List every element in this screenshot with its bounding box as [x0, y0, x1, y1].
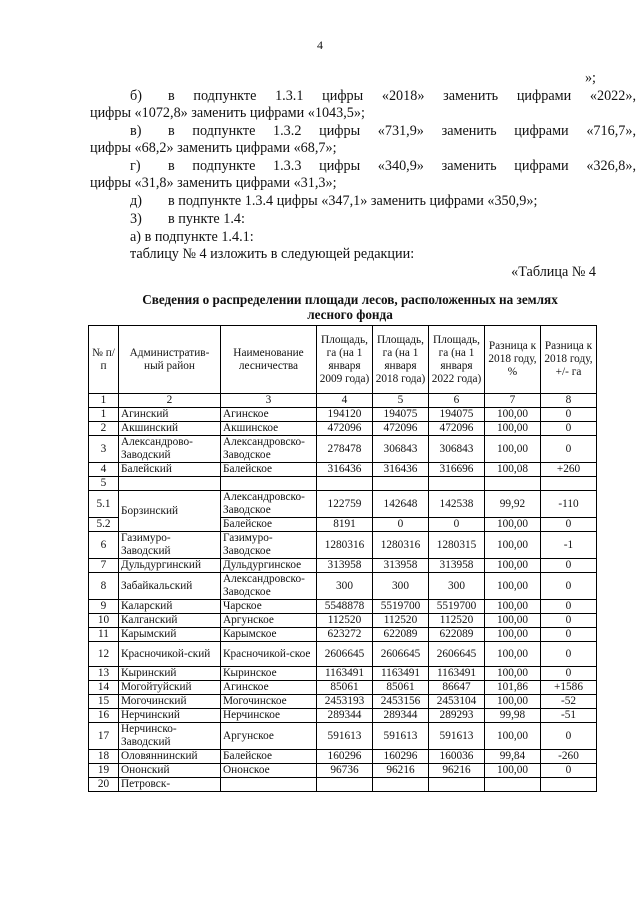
- column-header: Площадь, га (на 1 января 2022 года): [429, 326, 485, 394]
- table-cell: 472096: [429, 422, 485, 436]
- table-row: [89, 600, 597, 614]
- paragraph-table-intro: таблицу № 4 изложить в следующей редакции:: [130, 246, 415, 262]
- table-cell: [485, 778, 541, 792]
- column-header: Наименование лесничества: [221, 326, 317, 394]
- table-cell: 100,00: [485, 642, 541, 667]
- table-cell: 99,92: [485, 491, 541, 518]
- table-cell: 112520: [373, 614, 429, 628]
- table-cell: 5548878: [317, 600, 373, 614]
- table-cell: 10: [89, 614, 119, 628]
- table-cell: Могочинский: [119, 695, 221, 709]
- paragraph-g-line-2: цифры «31,8» заменить цифрами «31,3»;: [90, 175, 337, 191]
- table-cell: 100,00: [485, 518, 541, 532]
- table-cell: 96216: [429, 764, 485, 778]
- table-cell: [429, 477, 485, 491]
- table-row: [89, 422, 597, 436]
- table-row: [89, 681, 597, 695]
- table-cell: [485, 477, 541, 491]
- table-cell: 99,84: [485, 750, 541, 764]
- table-cell: 4: [89, 463, 119, 477]
- table-cell: 85061: [373, 681, 429, 695]
- paragraph-b-line-1: [90, 88, 636, 105]
- table-cell: Александровско-Заводское: [221, 491, 317, 518]
- table-cell: 1163491: [373, 667, 429, 681]
- table-cell: -110: [541, 491, 597, 518]
- table-cell: 1163491: [429, 667, 485, 681]
- table-cell: Каларский: [119, 600, 221, 614]
- table-cell: 16: [89, 709, 119, 723]
- table-row: [89, 750, 597, 764]
- table-title: Сведения о распределении площади лесов, расположенных на землях лесного фонда: [142, 292, 558, 322]
- table-cell: 160296: [317, 750, 373, 764]
- table-cell: 472096: [317, 422, 373, 436]
- item-text: в подпункте 1.3.2 цифры «731,9» заменить цифрами «716,7»,: [168, 123, 636, 139]
- table-row: [89, 642, 597, 667]
- paragraph-a: а) в подпункте 1.4.1:: [130, 229, 254, 245]
- table-cell: 1280316: [317, 532, 373, 559]
- table-cell: 100,00: [485, 532, 541, 559]
- table-cell: Кыринский: [119, 667, 221, 681]
- table-cell: 316436: [317, 463, 373, 477]
- table-cell: 0: [429, 518, 485, 532]
- table-cell: 300: [373, 573, 429, 600]
- table-cell: 2606645: [317, 642, 373, 667]
- table-cell: Акшинское: [221, 422, 317, 436]
- table-cell: Газимуро-Заводское: [221, 532, 317, 559]
- table-cell: 591613: [317, 723, 373, 750]
- table-cell: 9: [89, 600, 119, 614]
- item-label: г): [130, 158, 141, 174]
- paragraph-g-line-1: [90, 158, 636, 175]
- table-cell: 0: [541, 764, 597, 778]
- item-text: в подпункте 1.3.1 цифры «2018» заменить цифрами «2022»,: [168, 88, 636, 104]
- column-header: Разница к 2018 году, %: [485, 326, 541, 394]
- table-cell: 12: [89, 642, 119, 667]
- column-number-row: [89, 394, 597, 408]
- table-row: [89, 408, 597, 422]
- table-cell: Газимуро-Заводский: [119, 532, 221, 559]
- item-label: 3): [130, 211, 142, 227]
- table-cell: 313958: [429, 559, 485, 573]
- table-cell: Балейское: [221, 463, 317, 477]
- column-number: 5: [373, 394, 429, 408]
- table-cell: Карымский: [119, 628, 221, 642]
- table-cell: 100,00: [485, 764, 541, 778]
- table-row: [89, 436, 597, 463]
- table-cell: 86647: [429, 681, 485, 695]
- table-cell: 278478: [317, 436, 373, 463]
- table-cell: 20: [89, 778, 119, 792]
- table-cell: 194075: [429, 408, 485, 422]
- table-cell: 19: [89, 764, 119, 778]
- table-row: [89, 559, 597, 573]
- table-cell: [373, 477, 429, 491]
- table-cell: 100,00: [485, 600, 541, 614]
- table-cell: 591613: [429, 723, 485, 750]
- table-cell: Акшинский: [119, 422, 221, 436]
- table-cell: 0: [541, 642, 597, 667]
- forest-area-table: [88, 325, 597, 792]
- table-cell: 289293: [429, 709, 485, 723]
- table-cell: 122759: [317, 491, 373, 518]
- table-row: [89, 532, 597, 559]
- table-cell: Могойтуйский: [119, 681, 221, 695]
- table-cell: Балейский: [119, 463, 221, 477]
- table-cell: -260: [541, 750, 597, 764]
- table-cell: 100,08: [485, 463, 541, 477]
- table-cell: Дульдургинский: [119, 559, 221, 573]
- table-cell: 289344: [373, 709, 429, 723]
- table-cell: 0: [373, 518, 429, 532]
- table-cell: 13: [89, 667, 119, 681]
- table-cell: 142538: [429, 491, 485, 518]
- table-cell: Красночикой-ский: [119, 642, 221, 667]
- table-cell: Нерчинское: [221, 709, 317, 723]
- table-cell: 300: [317, 573, 373, 600]
- table-cell: Агинское: [221, 681, 317, 695]
- table-cell: 15: [89, 695, 119, 709]
- table-cell: 8191: [317, 518, 373, 532]
- table-cell: Аргунское: [221, 723, 317, 750]
- table-cell: 1280315: [429, 532, 485, 559]
- table-cell: [119, 477, 221, 491]
- table-cell: 99,98: [485, 709, 541, 723]
- column-number: 6: [429, 394, 485, 408]
- table-cell: 0: [541, 422, 597, 436]
- table-cell: 0: [541, 436, 597, 463]
- column-header: Разница к 2018 году, +/- га: [541, 326, 597, 394]
- table-cell: Красночикой-ское: [221, 642, 317, 667]
- column-header: Площадь, га (на 1 января 2009 года): [317, 326, 373, 394]
- paragraph-v-line-2: цифры «68,2» заменить цифрами «68,7»;: [90, 140, 337, 156]
- table-cell: [221, 477, 317, 491]
- table-cell: Чарское: [221, 600, 317, 614]
- column-number: 4: [317, 394, 373, 408]
- item-label: д): [130, 193, 142, 209]
- table-cell: 100,00: [485, 695, 541, 709]
- table-cell: 5519700: [373, 600, 429, 614]
- column-header: № п/п: [89, 326, 119, 394]
- table-cell: 112520: [429, 614, 485, 628]
- table-cell: -52: [541, 695, 597, 709]
- table-cell: 1280316: [373, 532, 429, 559]
- table-cell: 18: [89, 750, 119, 764]
- column-number: 1: [89, 394, 119, 408]
- column-number: 2: [119, 394, 221, 408]
- table-cell: [429, 778, 485, 792]
- table-cell: Балейское: [221, 750, 317, 764]
- table-cell: 591613: [373, 723, 429, 750]
- table-cell: 2606645: [429, 642, 485, 667]
- table-cell: [221, 778, 317, 792]
- table-cell: 194120: [317, 408, 373, 422]
- column-number: 7: [485, 394, 541, 408]
- table-cell: 96736: [317, 764, 373, 778]
- table-cell: 313958: [373, 559, 429, 573]
- table-cell: 112520: [317, 614, 373, 628]
- table-cell: 2453156: [373, 695, 429, 709]
- table-cell: 0: [541, 600, 597, 614]
- table-cell: 623272: [317, 628, 373, 642]
- table-row: [89, 614, 597, 628]
- table-row: [89, 573, 597, 600]
- table-cell: 0: [541, 573, 597, 600]
- table-cell: Карымское: [221, 628, 317, 642]
- table-cell: 2606645: [373, 642, 429, 667]
- table-cell: 17: [89, 723, 119, 750]
- table-cell: 96216: [373, 764, 429, 778]
- column-header: Административ-ный район: [119, 326, 221, 394]
- table-cell: [373, 778, 429, 792]
- table-cell: [541, 477, 597, 491]
- item-text: в подпункте 1.3.3 цифры «340,9» заменить цифрами «326,8»,: [168, 158, 636, 174]
- table-row: [89, 723, 597, 750]
- table-cell: Борзинский: [119, 491, 221, 532]
- table-cell: 0: [541, 723, 597, 750]
- table-cell: 194075: [373, 408, 429, 422]
- table-cell: 306843: [373, 436, 429, 463]
- table-cell: 0: [541, 518, 597, 532]
- table-cell: 100,00: [485, 422, 541, 436]
- table-cell: 8: [89, 573, 119, 600]
- table-cell: [317, 477, 373, 491]
- table-cell: Кыринское: [221, 667, 317, 681]
- table-cell: 1163491: [317, 667, 373, 681]
- table-cell: Агинское: [221, 408, 317, 422]
- table-cell: 0: [541, 559, 597, 573]
- table-cell: 289344: [317, 709, 373, 723]
- table-cell: Александрово-Заводский: [119, 436, 221, 463]
- table-cell: Аргунское: [221, 614, 317, 628]
- item-label: б): [130, 88, 142, 104]
- table-cell: [541, 778, 597, 792]
- table-cell: Дульдургинское: [221, 559, 317, 573]
- table-reference: «Таблица № 4: [511, 264, 596, 280]
- table-cell: 1: [89, 408, 119, 422]
- paragraph-v-line-1: [90, 123, 636, 140]
- table-cell: 316436: [373, 463, 429, 477]
- table-cell: Могочинское: [221, 695, 317, 709]
- item-text: в подпункте 1.3.4 цифры «347,1» заменить цифрами «350,9»;: [168, 193, 538, 209]
- table-cell: Ононское: [221, 764, 317, 778]
- table-cell: 2: [89, 422, 119, 436]
- table-cell: 100,00: [485, 723, 541, 750]
- table-header-row: [89, 326, 597, 394]
- table-cell: 7: [89, 559, 119, 573]
- table-cell: 6: [89, 532, 119, 559]
- table-cell: Оловяннинский: [119, 750, 221, 764]
- paragraph-b-line-2: цифры «1072,8» заменить цифрами «1043,5»;: [90, 105, 365, 121]
- table-cell: 0: [541, 614, 597, 628]
- table-cell: 160036: [429, 750, 485, 764]
- paragraph-3: [90, 211, 636, 228]
- table-row: [89, 709, 597, 723]
- table-cell: +1586: [541, 681, 597, 695]
- table-cell: Балейское: [221, 518, 317, 532]
- table-cell: Агинский: [119, 408, 221, 422]
- table-cell: 100,00: [485, 573, 541, 600]
- table-cell: -51: [541, 709, 597, 723]
- table-cell: Калганский: [119, 614, 221, 628]
- table-cell: Нерчинско-Заводский: [119, 723, 221, 750]
- table-cell: 160296: [373, 750, 429, 764]
- table-cell: Нерчинский: [119, 709, 221, 723]
- table-cell: 14: [89, 681, 119, 695]
- table-cell: 101,86: [485, 681, 541, 695]
- table-cell: 100,00: [485, 559, 541, 573]
- table-cell: 100,00: [485, 667, 541, 681]
- table-cell: +260: [541, 463, 597, 477]
- table-row: [89, 628, 597, 642]
- table-row: [89, 667, 597, 681]
- table-cell: 5: [89, 477, 119, 491]
- table-row: [89, 764, 597, 778]
- table-row: [89, 778, 597, 792]
- table-cell: Александровско-Заводское: [221, 436, 317, 463]
- table-cell: 100,00: [485, 628, 541, 642]
- table-cell: 85061: [317, 681, 373, 695]
- paragraph-d: [90, 193, 636, 210]
- table-cell: 0: [541, 628, 597, 642]
- table-cell: 0: [541, 667, 597, 681]
- table-cell: 316696: [429, 463, 485, 477]
- closing-quote: »;: [584, 70, 596, 86]
- table-cell: Забайкальский: [119, 573, 221, 600]
- table-cell: 0: [541, 408, 597, 422]
- table-cell: 622089: [373, 628, 429, 642]
- column-header: Площадь, га (на 1 января 2018 года): [373, 326, 429, 394]
- item-label: в): [130, 123, 142, 139]
- column-number: 3: [221, 394, 317, 408]
- table-cell: [317, 778, 373, 792]
- table-cell: 142648: [373, 491, 429, 518]
- table-cell: 100,00: [485, 408, 541, 422]
- table-cell: 622089: [429, 628, 485, 642]
- table-cell: 3: [89, 436, 119, 463]
- table-cell: -1: [541, 532, 597, 559]
- table-cell: 300: [429, 573, 485, 600]
- table-cell: 5519700: [429, 600, 485, 614]
- table-cell: 5.1: [89, 491, 119, 518]
- table-cell: 313958: [317, 559, 373, 573]
- table-cell: 2453104: [429, 695, 485, 709]
- table-row: [89, 695, 597, 709]
- table-cell: 11: [89, 628, 119, 642]
- table-cell: 100,00: [485, 436, 541, 463]
- table-row: [89, 491, 597, 518]
- table-cell: 472096: [373, 422, 429, 436]
- table-cell: Ононский: [119, 764, 221, 778]
- item-text: в пункте 1.4:: [168, 211, 245, 227]
- table-cell: 306843: [429, 436, 485, 463]
- table-cell: Петровск-: [119, 778, 221, 792]
- column-number: 8: [541, 394, 597, 408]
- table-row: [89, 463, 597, 477]
- table-cell: 100,00: [485, 614, 541, 628]
- table-cell: Александровско-Заводское: [221, 573, 317, 600]
- table-cell: 2453193: [317, 695, 373, 709]
- table-row: [89, 477, 597, 491]
- table-cell: 5.2: [89, 518, 119, 532]
- page-number: 4: [317, 38, 323, 52]
